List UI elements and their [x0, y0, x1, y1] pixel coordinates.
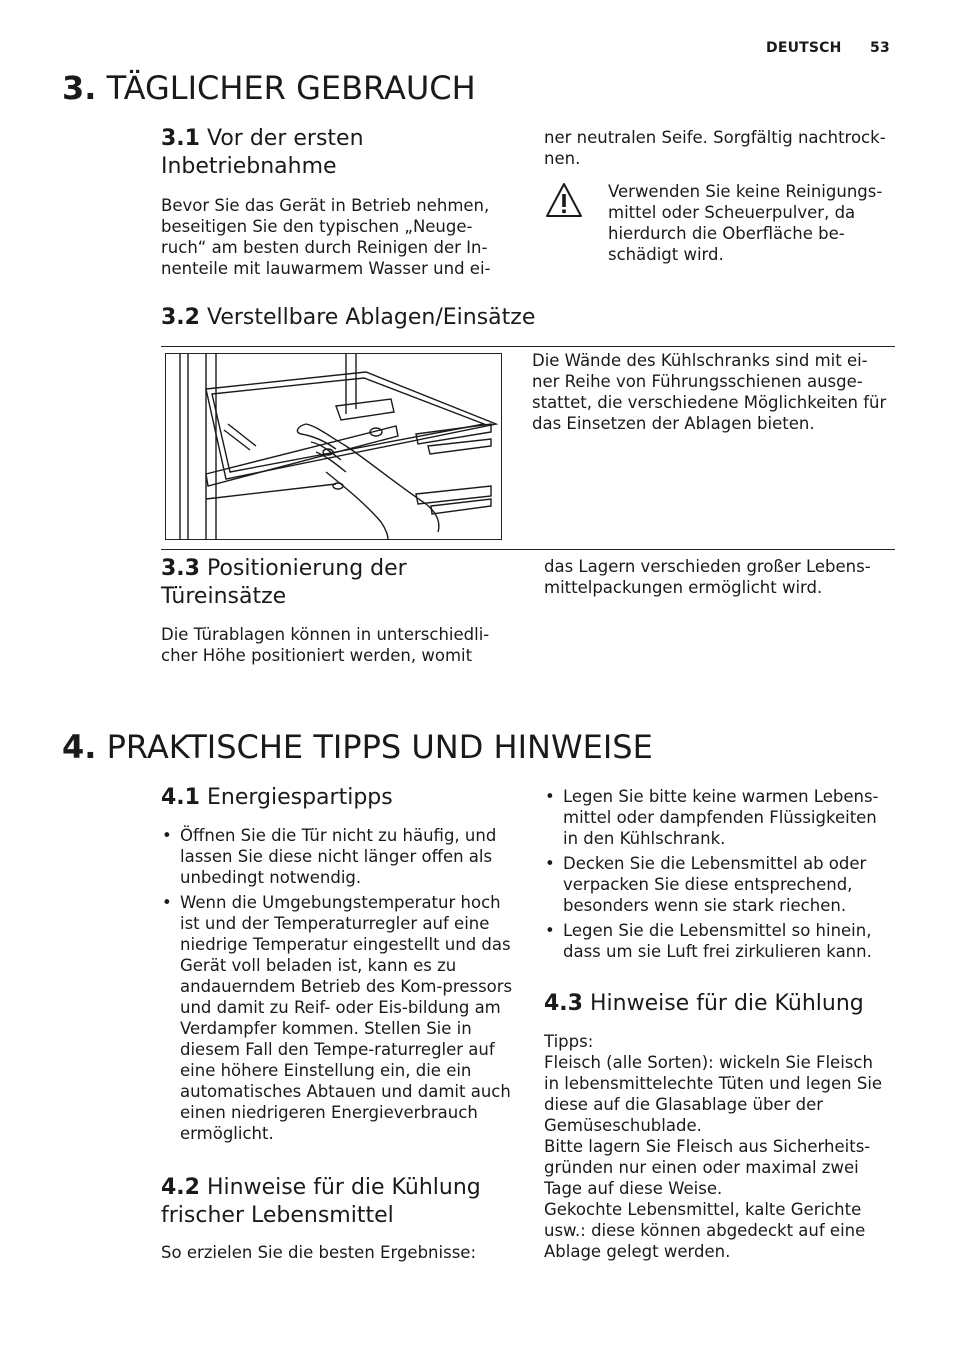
- warning-triangle-icon: [544, 180, 584, 220]
- subsection-3-3-body-continued: das Lagern verschieden großer Lebens-mittelpackungen ermöglicht wird.: [544, 557, 871, 597]
- section-3-heading: [62, 70, 476, 106]
- subsection-3-3-title-line2: Türeinsätze: [161, 584, 287, 609]
- section-3-number: 3.: [62, 69, 97, 107]
- subsection-4-1-number: 4.1: [161, 785, 200, 810]
- shelf-illustration: [165, 353, 502, 540]
- subsection-3-1-title-line2: Inbetriebnahme: [161, 154, 337, 179]
- subsection-3-3-number: 3.3: [161, 556, 200, 581]
- section-3-title: TÄGLICHER GEBRAUCH: [106, 69, 476, 107]
- subsection-4-3-number: 4.3: [544, 991, 583, 1016]
- subsection-3-1-heading: [161, 125, 521, 181]
- list-item: • Legen Sie bitte keine warmen Lebens-mittel oder dampfenden Flüssigkeiten in den Kühlschrank.: [544, 786, 896, 849]
- subsection-3-3-body: Die Türablagen können in unterschiedli-cher Höhe positioniert werden, womit: [161, 625, 490, 665]
- warning-text: Verwenden Sie keine Reinigungs-mittel oder Scheuerpulver, da hierdurch die Oberfläche be-schädigt wird.: [608, 182, 883, 264]
- section-4-number: 4.: [62, 728, 97, 766]
- tip-paragraph: Fleisch (alle Sorten): wickeln Sie Fleisch in lebensmittelechte Tüten und legen Sie diese auf die Glasablage über der Gemüseschublade.: [544, 1053, 883, 1135]
- fresh-food-tips-list: [544, 786, 896, 966]
- divider-top: [161, 346, 895, 347]
- subsection-3-2-heading: [161, 304, 661, 332]
- list-item: • Legen Sie die Lebensmittel so hinein, dass um sie Luft frei zirkulieren kann.: [544, 920, 896, 962]
- subsection-4-2-number: 4.2: [161, 1175, 200, 1200]
- subsection-3-2-body: Die Wände des Kühlschranks sind mit ei-ner Reihe von Führungsschienen ausge-stattet, die verschiedene Möglichkeiten für das Einsetzen der Ablagen bieten.: [532, 351, 887, 433]
- subsection-4-2-title-line1: Hinweise für die Kühlung: [206, 1175, 481, 1200]
- subsection-3-2-number: 3.2: [161, 305, 200, 330]
- subsection-4-2-title-line2: frischer Lebensmittel: [161, 1203, 394, 1228]
- subsection-3-1-number: 3.1: [161, 126, 200, 151]
- subsection-4-3-title: Hinweise für die Kühlung: [589, 991, 864, 1016]
- subsection-3-1-title-line1: Vor der ersten: [206, 126, 364, 151]
- subsection-4-2-heading: [161, 1174, 521, 1230]
- list-item: • Wenn die Umgebungstemperatur hoch ist und der Temperaturregler auf eine niedrige Temperatur eingestellt und das Gerät voll beladen ist, kann es zu andauerndem Betrieb des Kom-pressors und damit zu Reif- oder Eis-bildung am Verdampfer kommen. Stellen Sie in diesem Fall den Tempe-raturregler auf eine höhere Einstellung ein, die ein automatisches Abtauen und damit auch einen niedrigeren Energieverbrauch ermöglicht.: [161, 892, 516, 1144]
- running-header-language: DEUTSCH: [766, 40, 842, 56]
- subsection-3-1-body: Bevor Sie das Gerät in Betrieb nehmen, beseitigen Sie den typischen „Neuge-ruch“ am besten durch Reinigen der In-nenteile mit lauwarmem Wasser und ei-: [161, 196, 491, 278]
- subsection-3-2-title: Verstellbare Ablagen/Einsätze: [206, 305, 536, 330]
- subsection-4-3-heading: [544, 990, 904, 1018]
- page-number: 53: [870, 40, 890, 56]
- subsection-4-3-body: [544, 1031, 889, 1262]
- tip-paragraph: Gekochte Lebensmittel, kalte Gerichte usw.: diese können abgedeckt auf eine Ablage gelegt werden.: [544, 1200, 866, 1261]
- subsection-4-2-intro: So erzielen Sie die besten Ergebnisse:: [161, 1243, 476, 1262]
- section-4-title: PRAKTISCHE TIPPS UND HINWEISE: [106, 728, 653, 766]
- subsection-3-1-body-continued: ner neutralen Seife. Sorgfältig nachtrock-nen.: [544, 128, 886, 168]
- section-4-heading: [62, 729, 653, 765]
- list-item: • Decken Sie die Lebensmittel ab oder verpacken Sie diese entsprechend, besonders wenn sie stark riechen.: [544, 853, 896, 916]
- tip-paragraph: Bitte lagern Sie Fleisch aus Sicherheits-gründen nur einen oder maximal zwei Tage auf diese Weise.: [544, 1137, 871, 1198]
- shelf-drawing: [166, 354, 501, 539]
- divider-bottom: [161, 549, 895, 550]
- subsection-4-1-title: Energiespartipps: [206, 785, 393, 810]
- subsection-4-1-heading: [161, 784, 521, 812]
- subsection-3-3-heading: [161, 555, 521, 611]
- tips-label: Tipps:: [544, 1032, 594, 1051]
- energy-tips-list: [161, 825, 516, 1148]
- subsection-3-3-title-line1: Positionierung der: [206, 556, 407, 581]
- list-item: • Öffnen Sie die Tür nicht zu häufig, und lassen Sie diese nicht länger offen als unbedingt notwendig.: [161, 825, 516, 888]
